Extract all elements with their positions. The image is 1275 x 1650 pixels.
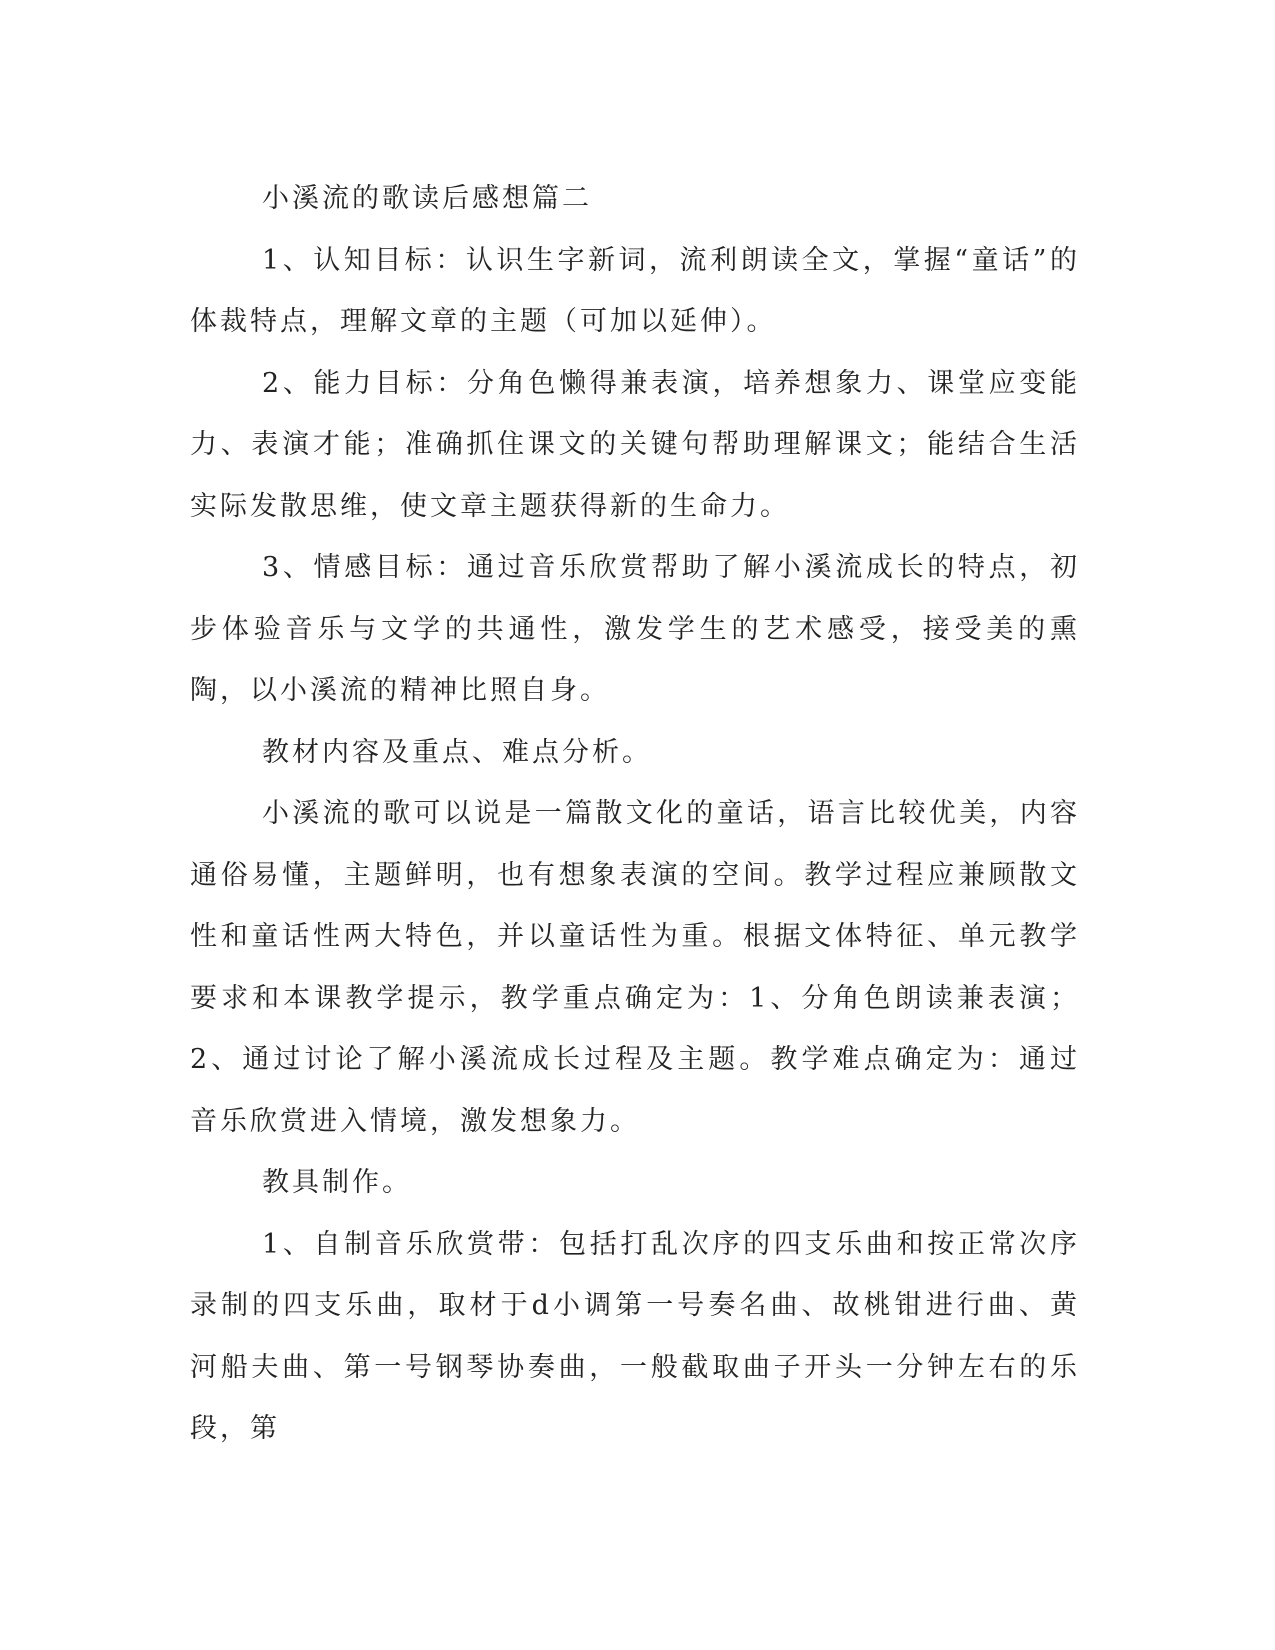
paragraph-analysis: 小溪流的歌可以说是一篇散文化的童话，语言比较优美，内容通俗易懂，主题鲜明，也有想象表演的空间。教学过程应兼顾散文性和童话性两大特色，并以童话性为重。根据文体特征、单元教学要求和本课教学提示，教学重点确定为：1、分角色朗读兼表演；2、通过讨论了解小溪流成长过程及主题。教学难点确定为：通过音乐欣赏进入情境，激发想象力。: [190, 798, 1080, 1137]
section-heading-teaching-aids: 教具制作。: [262, 1167, 412, 1198]
paragraph-cognitive-goal: 1、认知目标：认识生字新词，流利朗读全文，掌握“童话”的体裁特点，理解文章的主题（可加以延伸）。: [190, 244, 1080, 337]
paragraph-emotional-goal: 3、情感目标：通过音乐欣赏帮助了解小溪流成长的特点，初步体验音乐与文学的共通性，激发学生的艺术感受，接受美的熏陶，以小溪流的精神比照自身。: [190, 552, 1080, 706]
paragraph-music-tape: 1、自制音乐欣赏带：包括打乱次序的四支乐曲和按正常次序录制的四支乐曲，取材于d小调第一号奏名曲、故桃钳进行曲、黄河船夫曲、第一号钢琴协奏曲，一般截取曲子开头一分钟左右的乐段，第: [190, 1228, 1080, 1444]
document-title: 小溪流的歌读后感想篇二: [262, 183, 592, 214]
section-heading-analysis: 教材内容及重点、难点分析。: [262, 736, 652, 768]
paragraph-ability-goal: 2、能力目标：分角色懒得兼表演，培养想象力、课堂应变能力、表演才能；准确抓住课文的关键句帮助理解课文；能结合生活实际发散思维，使文章主题获得新的生命力。: [190, 367, 1080, 522]
document-body: [190, 168, 1080, 1460]
